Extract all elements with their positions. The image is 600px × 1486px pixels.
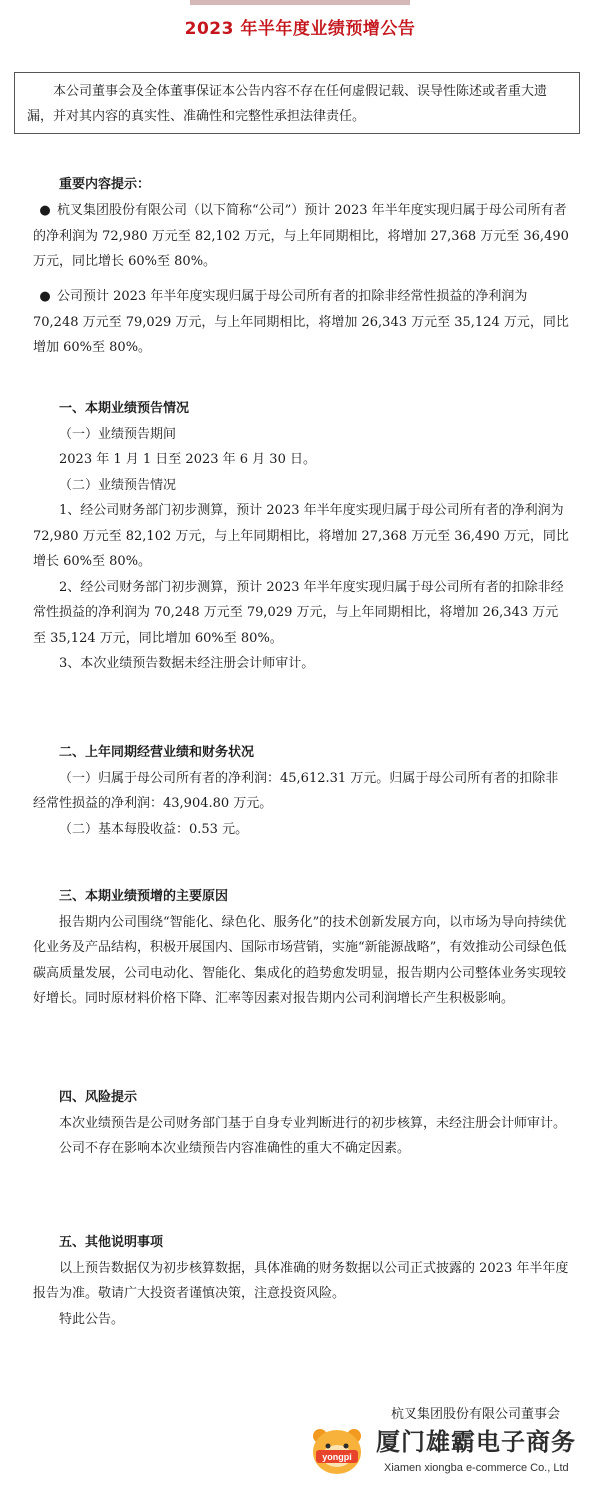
- section-1-para-3: 3、本次业绩预告数据未经注册会计师审计。: [59, 656, 315, 671]
- highlights-section: [33, 172, 569, 198]
- section-3-heading: 三、本期业绩预增的主要原因: [59, 889, 229, 904]
- section-1: [33, 396, 569, 677]
- section-3: [33, 884, 569, 1012]
- highlight-item: [33, 284, 569, 361]
- bullet-icon: ●: [39, 203, 51, 218]
- section-4-heading: 四、风险提示: [59, 1090, 138, 1105]
- section-2: [33, 740, 569, 842]
- highlight-text: 公司预计 2023 年半年度实现归属于母公司所有者的扣除非经常性损益的净利润为 70,248 万元至 79,029 万元，与上年同期相比，将增加 26,343 万元至 35,124 万元，同比增加 60%至 80%。: [33, 289, 569, 355]
- section-5-para-1: 以上预告数据仅为初步核算数据，具体准确的财务数据以公司正式披露的 2023 年半年度报告为准。敬请广大投资者谨慎决策，注意投资风险。: [33, 1260, 569, 1301]
- highlight-text: 杭叉集团股份有限公司（以下简称“公司”）预计 2023 年半年度实现归属于母公司所有者的净利润为 72,980 万元至 82,102 万元，与上年同期相比，将增加 27,368 万元至 36,490 万元，同比增长 60%至 80%。: [33, 203, 569, 269]
- bullet-icon: ●: [39, 289, 51, 304]
- section-5-para-2: 特此公告。: [59, 1311, 125, 1327]
- watermark-company-name: 厦门雄霸电子商务: [376, 1428, 576, 1456]
- watermark-company-english: Xiamen xiongba e-commerce Co., Ltd: [384, 1462, 569, 1474]
- section-2-para-1: （一）归属于母公司所有者的净利润：45,612.31 万元。归属于母公司所有者的扣除非经常性损益的净利润：43,904.80 万元。: [33, 770, 559, 811]
- section-1-para-1: 1、经公司财务部门初步测算，预计 2023 年半年度实现归属于母公司所有者的净利润为 72,980 万元至 82,102 万元，与上年同期相比，将增加 27,368 万元至 36,490 万元，同比增长 60%至 80%。: [33, 503, 569, 569]
- section-1-para-2: 2、经公司财务部门初步测算，预计 2023 年半年度实现归属于母公司所有者的扣除非经常性损益的净利润为 70,248 万元至 79,029 万元，与上年同期相比，将增加 26,343 万元至 35,124 万元，同比增加 60%至 80%。: [33, 579, 564, 646]
- section-4-para-1: 本次业绩预告是公司财务部门基于自身专业判断进行的初步核算，未经注册会计师审计。: [59, 1115, 567, 1131]
- section-2-heading: 二、上年同期经营业绩和财务状况: [59, 745, 255, 760]
- section-2-para-2: （二）基本每股收益：0.53 元。: [59, 821, 249, 837]
- section-5-heading: 五、其他说明事项: [59, 1235, 164, 1250]
- section-1-period: 2023 年 1 月 1 日至 2023 年 6 月 30 日。: [59, 452, 316, 467]
- logo-text: yongpi: [322, 1452, 352, 1462]
- header-strip: [190, 0, 410, 5]
- section-4: [33, 1085, 569, 1162]
- disclaimer-text: 本公司董事会及全体董事保证本公告内容不存在任何虚假记载、误导性陈述或者重大遗漏，并对其内容的真实性、准确性和完整性承担法律责任。: [27, 84, 548, 124]
- section-3-para-1: 报告期内公司围绕“智能化、绿色化、服务化”的技术创新发展方向，以市场为导向持续优化业务及产品结构，积极开展国内、国际市场营销，实施“新能源战略”，有效推动公司绿色低碳高质量发展，公司电动化、智能化、集成化的趋势愈发明显，报告期内公司整体业务实现较好增长。同时原材料价格下降、汇率等因素对报告期内公司利润增长产生积极影响。: [33, 914, 567, 1006]
- section-1-sub-2: （二）业绩预告情况: [59, 477, 177, 493]
- section-4-para-2: 公司不存在影响本次业绩预告内容准确性的重大不确定因素。: [59, 1141, 411, 1156]
- watermark: [300, 1418, 600, 1482]
- highlights-heading: 重要内容提示：: [59, 177, 151, 192]
- board-signature: 杭叉集团股份有限公司董事会: [390, 1407, 560, 1422]
- highlight-item: [33, 198, 569, 275]
- bear-mascot-icon: [306, 1424, 368, 1478]
- section-1-heading: 一、本期业绩预告情况: [59, 401, 190, 416]
- section-1-sub-1: （一）业绩预告期间: [59, 426, 177, 442]
- page-title: 2023 年半年度业绩预增公告: [184, 19, 416, 39]
- section-5: [33, 1230, 569, 1332]
- disclaimer-box: [14, 72, 580, 134]
